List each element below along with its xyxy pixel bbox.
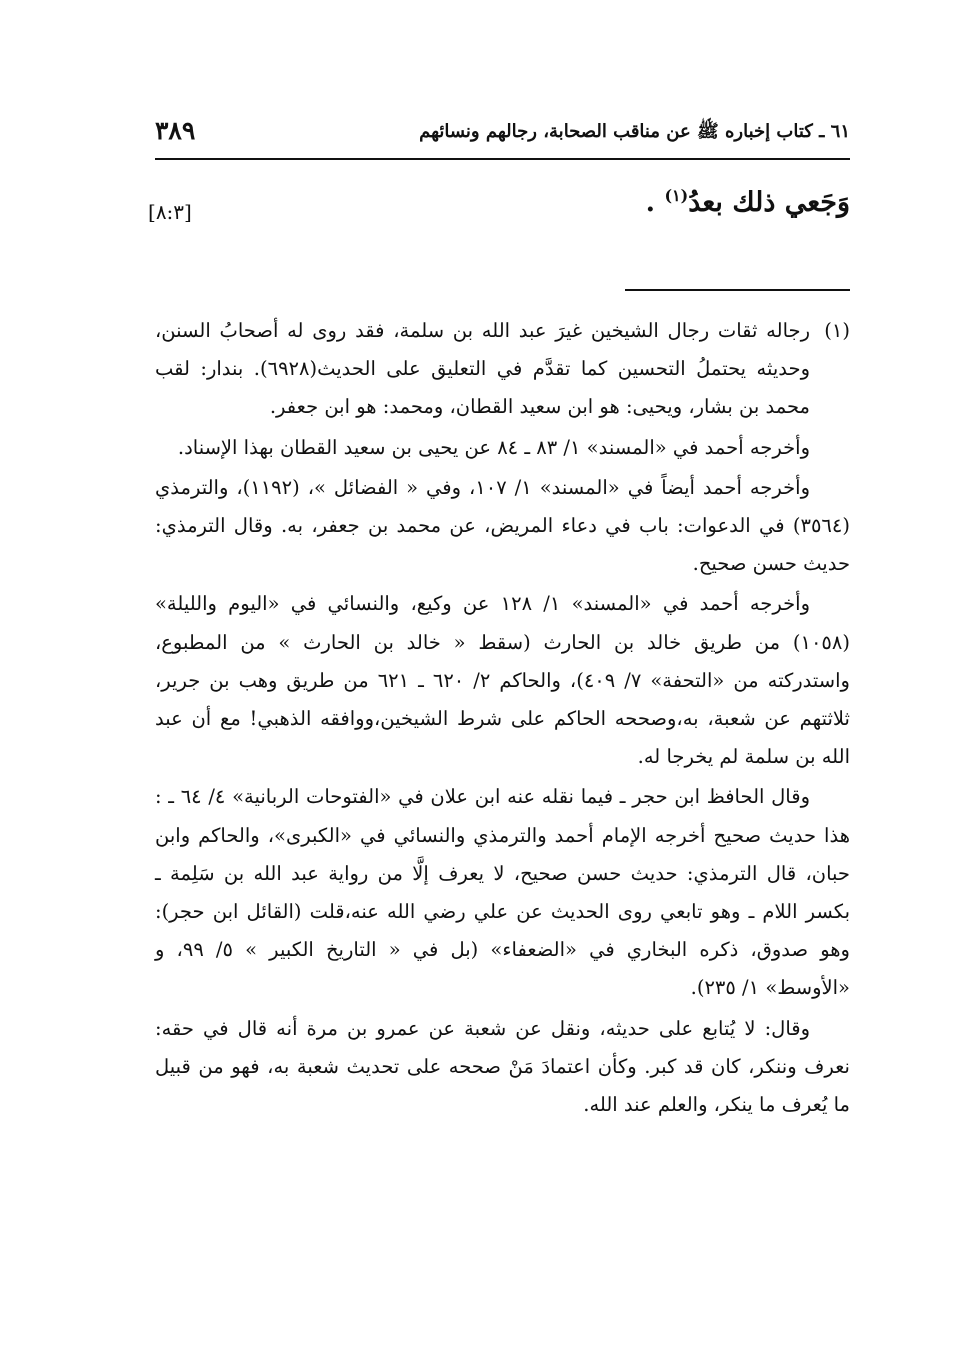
main-text [646,186,850,218]
chapter-title: ٦١ ـ كتاب إخباره ﷺ عن مناقب الصحابة، رجالهم ونسائهم [419,121,850,142]
running-header [155,118,850,158]
footnote-divider [625,289,850,291]
main-text-body: وَجَعي ذلك بعدُ [688,187,850,218]
footnote-paragraph: وقال الحافظ ابن حجر ـ فيما نقله عنه ابن علان في «الفتوحات الربانية» ٤/ ٦٤ ـ : هذا حديث صحيح أخرجه الإمام أحمد والترمذي والنسائي في «الكبرى»، والحاكم وابن حبان، قال الترمذي: حديث حسن صحيح، لا يعرف إلَّا من رواية عبد الله بن سَلِمة ـ بكسر اللام ـ وهو تابعي روى الحديث عن علي رضي الله عنه،قلت (القائل ابن حجر): وهو صدوق، ذكره البخاري في «الضعفاء» (بل في « التاريخ الكبير » ٥/ ٩٩، و «الأوسط» ١/ ٢٣٥). [155,785,850,1000]
footnote-paragraph: وأخرجه أحمد أيضاً في «المسند» ١/ ١٠٧، وفي « الفضائل »، (١١٩٢)، والترمذي (٣٥٦٤) في الدعوات: باب في دعاء المريض، عن محمد بن جعفر، به. وقال الترمذي: حديث حسن صحيح. [155,475,850,576]
footnote-marker: (١) [824,319,850,342]
footnote-paragraph: وأخرجه أحمد في «المسند» ١/ ١٢٨ عن وكيع، والنسائي في «اليوم والليلة» (١٠٥٨) من طريق خالد بن الحارث (سقط « خالد بن الحارث » من المطبوع، واستدركته من «التحفة» ٧/ ٤٠٩)، والحاكم ٢/ ٦٢٠ ـ ٦٢١ من طريق وهب بن جرير، ثلاثتهم عن شعبة، به،وصححه الحاكم على شرط الشيخين،ووافقه الذهبي! مع أن عبد الله بن سلمة لم يخرجا له. [155,592,850,769]
header-divider [155,158,850,160]
footnote-paragraph: وقال: لا يُتابع على حديثه، ونقل عن شعبة عن عمرو بن مرة أنه قال في حقه: نعرف وننكر، كان قد كبر. وكأن اعتمادَ مَنْ صححه على تحديث شعبة به، فهو من قبيل ما يُعرف ما ينكر، والعلم عند الله. [155,1016,850,1117]
footnote-reference: (١) [664,186,689,205]
footnote-paragraph: وأخرجه أحمد في «المسند» ١/ ٨٣ ـ ٨٤ عن يحيى بن سعيد القطان بهذا الإسناد. [177,435,810,459]
reference-code: [٨:٣] [148,200,192,224]
footnotes-section [155,312,850,1124]
footnote-paragraph-text: رجاله ثقات رجال الشيخين غيرَ عبد الله بن سلمة، فقد روى له أصحابُ السنن، وحديثه يحتملُ التحسين كما تقدَّم في التعليق على الحديث(٦٩٢٨). بندار: لقب محمد بن بشار، ويحيى: هو ابن سعيد القطان، ومحمد: هو ابن جعفر. [155,319,811,419]
main-text-end: . [645,187,656,218]
footnote-paragraph [155,312,850,427]
page-number: ٣٨٩ [155,116,196,145]
